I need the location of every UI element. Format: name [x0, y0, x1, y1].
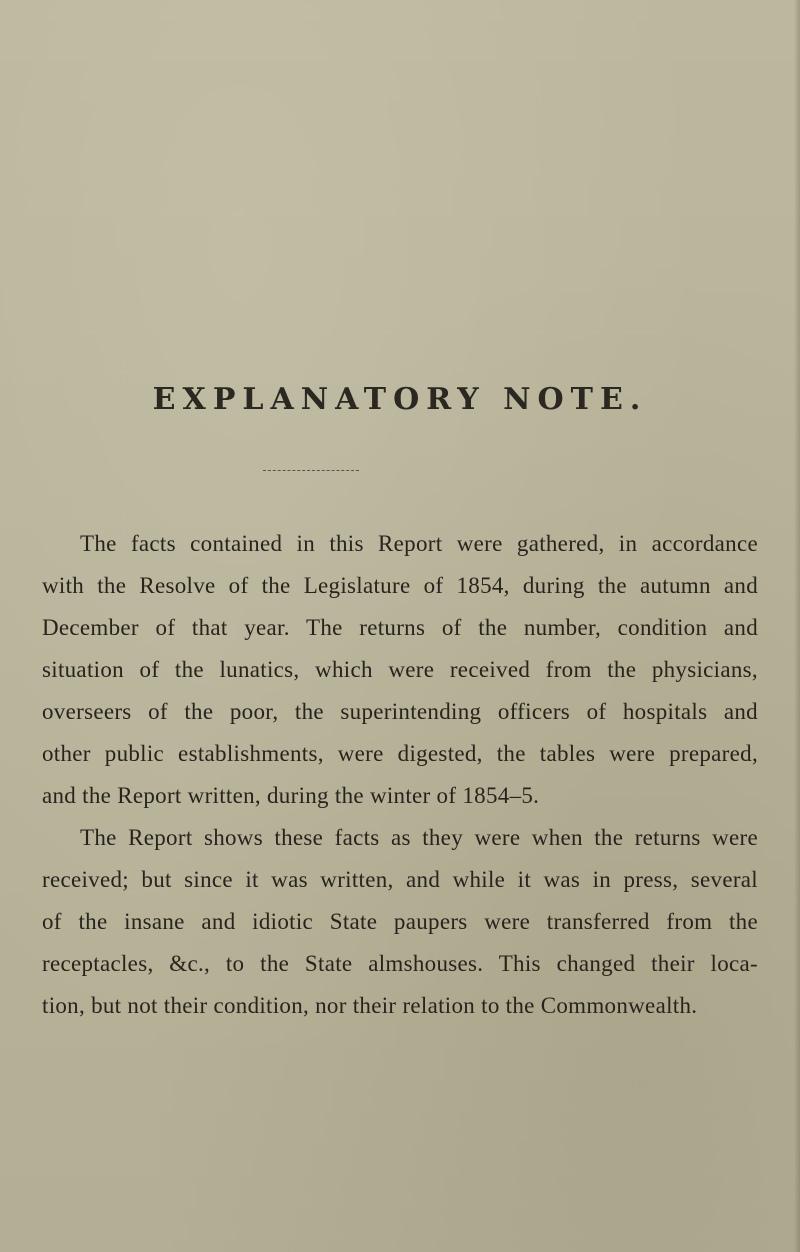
- paragraph-2-line-5: tion, but not their condition, nor their relation to the Commonwealth.: [42, 993, 698, 1018]
- paragraph-1-line-5: overseers of the poor, the superintending officers of hospitals and: [42, 699, 758, 724]
- page-edge-shadow: [794, 0, 800, 1252]
- paragraph-2-line-2: received; but since it was written, and while it was in press, several: [42, 867, 758, 892]
- paragraph-2-line-4: receptacles, &c., to the State almshouses. This changed their loca-: [42, 951, 758, 976]
- paragraph-1-line-7: and the Report written, during the winter of 1854–5.: [42, 783, 540, 808]
- paragraph-2-line-3: of the insane and idiotic State paupers were transferred from the: [42, 909, 758, 934]
- paragraph-1-line-3: December of that year. The returns of the number, condition and: [42, 615, 758, 640]
- note-body: [42, 523, 758, 1027]
- page-title: EXPLANATORY NOTE.: [152, 382, 648, 417]
- paragraph-1-line-6: other public establishments, were digested, the tables were prepared,: [42, 741, 758, 766]
- paragraph-1-line-2: with the Resolve of the Legislature of 1854, during the autumn and: [42, 573, 758, 598]
- paragraph-2-line-1: The Report shows these facts as they were when the returns were: [80, 825, 758, 850]
- title-divider: [263, 470, 359, 471]
- paragraph-1-line-1: The facts contained in this Report were gathered, in accordance: [80, 531, 758, 556]
- paragraph-1-line-4: situation of the lunatics, which were received from the physicians,: [42, 657, 758, 682]
